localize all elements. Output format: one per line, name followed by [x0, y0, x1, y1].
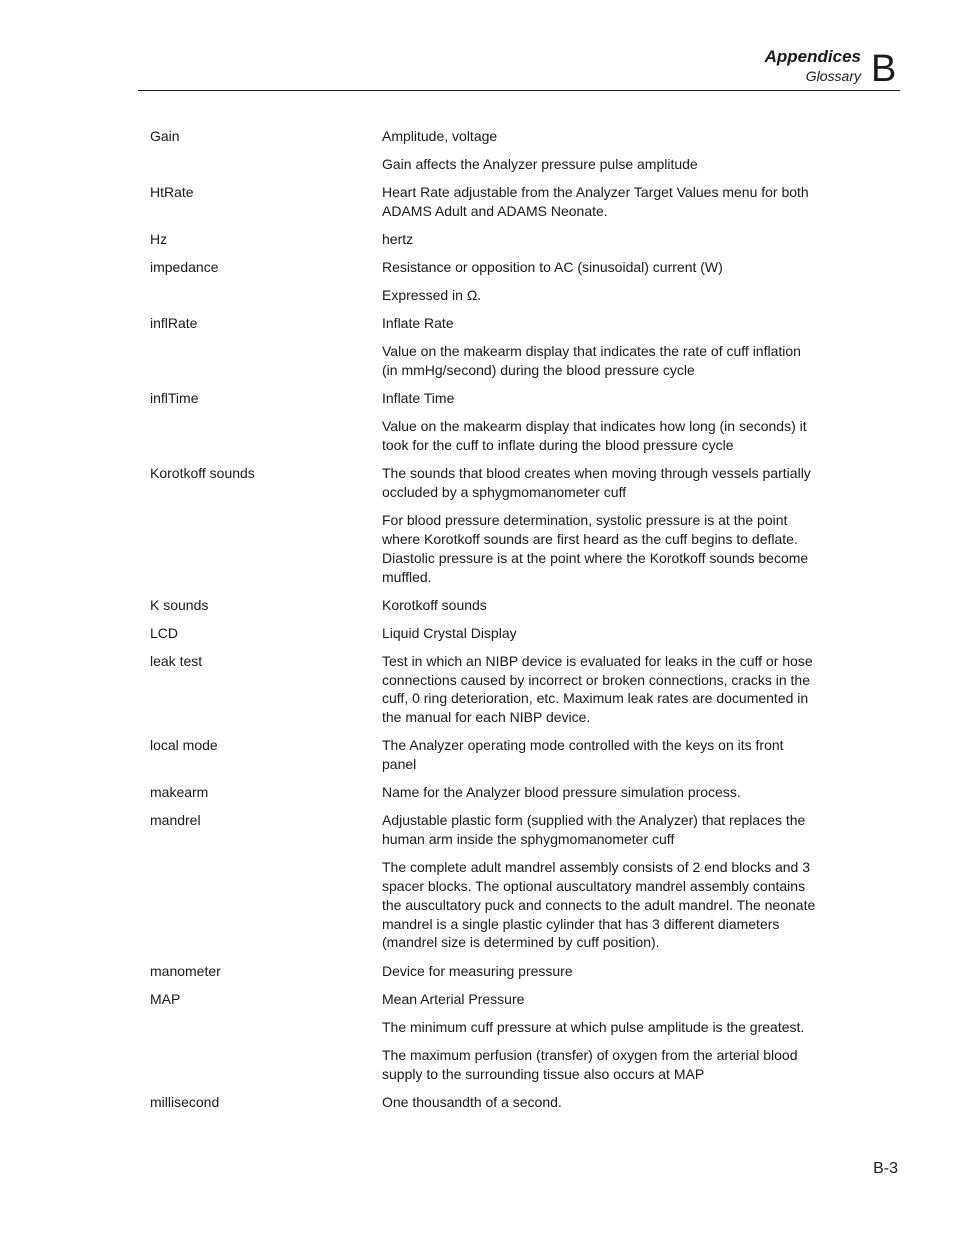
glossary-definition: Liquid Crystal Display — [382, 624, 517, 641]
glossary-definition: For blood pressure determination, systolic pressure is at the point where Korotkoff sounds are first heard as the cuff begins to deflate. Diastolic pressure is at the point where the Korotkoff sounds become muffled. — [382, 512, 809, 585]
header-text — [765, 47, 861, 86]
glossary-term: inflTime — [150, 390, 199, 407]
glossary-entry — [150, 258, 820, 305]
glossary-definitions — [382, 464, 820, 586]
glossary-definitions — [382, 736, 820, 774]
glossary-list — [150, 127, 820, 1121]
page-number: B-3 — [873, 1160, 898, 1177]
glossary-term: mandrel — [150, 812, 201, 829]
glossary-entry — [150, 811, 820, 952]
glossary-definition: Amplitude, voltage — [382, 128, 498, 144]
glossary-entry — [150, 127, 820, 174]
glossary-definitions — [382, 230, 820, 249]
glossary-definitions — [382, 596, 820, 615]
glossary-term: HtRate — [150, 184, 194, 201]
glossary-definition: The minimum cuff pressure at which pulse amplitude is the greatest. — [382, 1018, 805, 1035]
glossary-term: Korotkoff sounds — [150, 465, 255, 482]
glossary-definitions — [382, 990, 820, 1084]
glossary-definition: Resistance or opposition to AC (sinusoidal) current (W) — [382, 259, 723, 276]
glossary-definition: hertz — [382, 231, 414, 248]
glossary-definitions — [382, 389, 820, 455]
glossary-term: makearm — [150, 784, 209, 801]
glossary-definition: The Analyzer operating mode controlled with the keys on its front panel — [382, 737, 784, 773]
glossary-term: Hz — [150, 231, 168, 248]
glossary-definitions — [382, 962, 820, 981]
glossary-term: K sounds — [150, 596, 209, 613]
glossary-definitions — [382, 783, 820, 802]
glossary-definition: Value on the makearm display that indicates the rate of cuff inflation (in mmHg/second) during the blood pressure cycle — [382, 343, 801, 379]
glossary-entry — [150, 596, 820, 615]
glossary-definition: Test in which an NIBP device is evaluated for leaks in the cuff or hose connections caused by incorrect or broken connections, cracks in the cuff, 0 ring deterioration, etc. Maximum leak rates are documented in the manual for each NIBP device. — [382, 652, 813, 726]
glossary-term: impedance — [150, 259, 219, 276]
glossary-definition: Mean Arterial Pressure — [382, 990, 525, 1007]
page-header — [0, 0, 954, 92]
glossary-definitions — [382, 314, 820, 380]
glossary-entry — [150, 736, 820, 774]
glossary-definitions — [382, 127, 820, 174]
glossary-term: local mode — [150, 737, 218, 754]
glossary-definition: Korotkoff sounds — [382, 596, 487, 613]
glossary-definitions — [382, 624, 820, 643]
glossary-definitions — [382, 652, 820, 727]
glossary-entry — [150, 389, 820, 455]
glossary-definition: Heart Rate adjustable from the Analyzer Target Values menu for both ADAMS Adult and ADAMS Neonate. — [382, 184, 809, 219]
glossary-entry — [150, 624, 820, 643]
glossary-entry — [150, 464, 820, 586]
glossary-definition: Expressed in Ω. — [382, 287, 482, 304]
glossary-definition: Inflate Rate — [382, 315, 454, 332]
glossary-entry — [150, 1093, 820, 1112]
section-title: Appendices — [764, 47, 861, 66]
glossary-entry — [150, 230, 820, 249]
glossary-entry — [150, 990, 820, 1084]
glossary-definition: Value on the makearm display that indicates how long (in seconds) it took for the cuff to inflate during the blood pressure cycle — [382, 418, 807, 454]
glossary-definitions — [382, 258, 820, 305]
glossary-term: Gain — [150, 128, 180, 144]
glossary-term: leak test — [150, 652, 203, 669]
glossary-term: millisecond — [150, 1093, 220, 1110]
glossary-definition: Device for measuring pressure — [382, 962, 573, 979]
glossary-entry — [150, 183, 820, 221]
glossary-term: LCD — [150, 624, 179, 641]
glossary-entry — [150, 783, 820, 802]
appendix-letter: B — [871, 48, 897, 90]
glossary-entry — [150, 652, 820, 727]
glossary-term: MAP — [150, 990, 181, 1007]
glossary-definitions — [382, 811, 820, 952]
glossary-entry — [150, 314, 820, 380]
section-subtitle: Glossary — [805, 68, 861, 84]
glossary-definitions — [382, 1093, 820, 1112]
glossary-definitions — [382, 183, 820, 221]
header-divider — [138, 90, 900, 91]
glossary-definition: Adjustable plastic form (supplied with the Analyzer) that replaces the human arm inside the sphygmomanometer cuff — [382, 812, 806, 848]
glossary-term: inflRate — [150, 315, 198, 332]
glossary-definition: The sounds that blood creates when moving through vessels partially occluded by a sphygmomanometer cuff — [382, 465, 811, 501]
glossary-definition: The complete adult mandrel assembly consists of 2 end blocks and 3 spacer blocks. The optional auscultatory mandrel assembly contains the auscultatory puck and connects to the adult mandrel. The neonate mandrel is a single plastic cylinder that has 3 different diameters (mandrel size is determined by cuff position). — [382, 859, 816, 951]
glossary-entry — [150, 962, 820, 981]
glossary-definition: One thousandth of a second. — [382, 1093, 562, 1110]
glossary-definition: The maximum perfusion (transfer) of oxygen from the arterial blood supply to the surrounding tissue also occurs at MAP — [382, 1046, 798, 1082]
glossary-definition: Name for the Analyzer blood pressure simulation process. — [382, 784, 741, 801]
glossary-definition: Inflate Time — [382, 390, 455, 407]
glossary-term: manometer — [150, 962, 221, 979]
glossary-definition: Gain affects the Analyzer pressure pulse amplitude — [382, 156, 698, 173]
